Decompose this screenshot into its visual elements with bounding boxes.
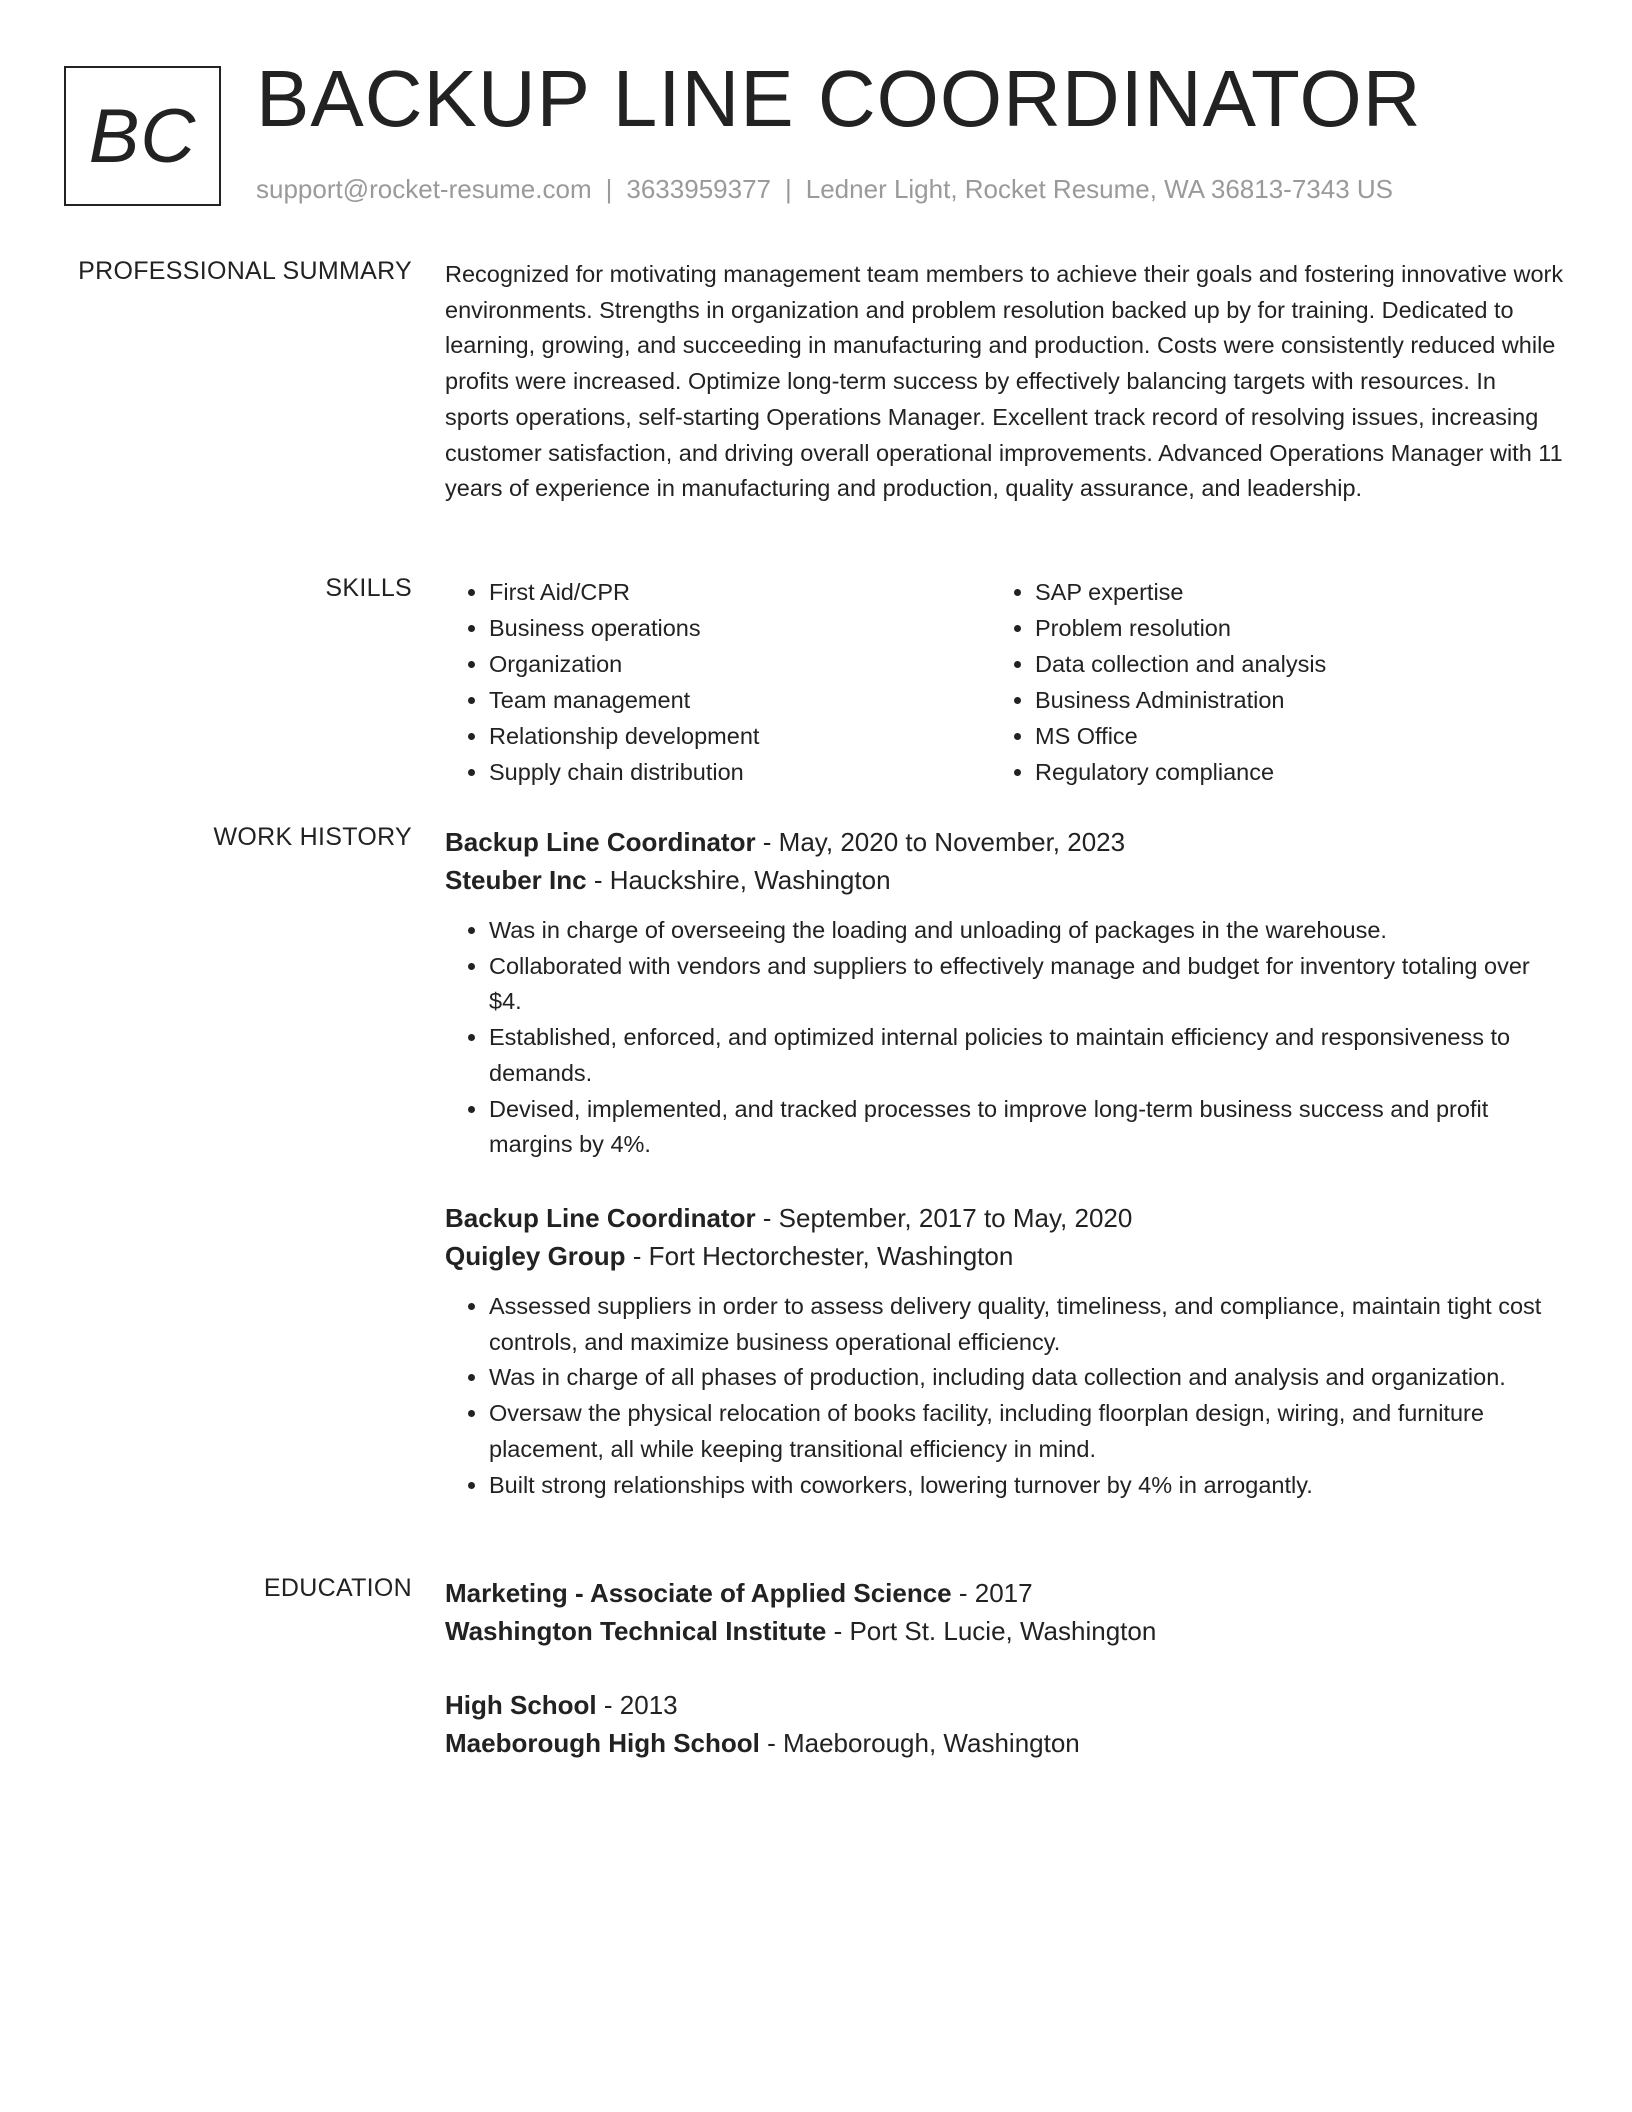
school-location: - Port St. Lucie, Washington [826,1616,1157,1646]
job-dates: - May, 2020 to November, 2023 [755,827,1126,857]
skill-item: • Business operations [489,610,989,646]
skill-item: • First Aid/CPR [489,574,989,610]
job-location: - Hauckshire, Washington [586,865,891,895]
job-location: - Fort Hectorchester, Washington [625,1241,1014,1271]
section-label-summary: PROFESSIONAL SUMMARY [78,257,412,285]
contact-address: Ledner Light, Rocket Resume, WA 36813-7343 US [805,174,1394,204]
job-dates: - September, 2017 to May, 2020 [755,1203,1133,1233]
job-title-line [445,1199,1565,1237]
skill-item: • Problem resolution [1035,610,1535,646]
degree-line [445,1574,1565,1612]
contact-separator: | [605,174,613,204]
job-bullets [445,913,1565,1163]
skill-item: • SAP expertise [1035,574,1535,610]
skills-list [445,574,1565,790]
degree: High School [445,1690,597,1720]
school: Maeborough High School [445,1728,760,1758]
degree-line [445,1686,1565,1724]
skill-item: • Data collection and analysis [1035,646,1535,682]
school: Washington Technical Institute [445,1616,827,1646]
monogram-logo [64,66,221,206]
skill-item: • Supply chain distribution [489,754,989,790]
job-bullet: • Built strong relationships with coworkers, lowering turnover by 4% in arrogantly. [489,1468,1565,1504]
job-company-line [445,861,1565,899]
contact-phone: 3633959377 [626,174,771,204]
job-entry [445,1199,1565,1503]
job-bullet: • Assessed suppliers in order to assess delivery quality, timeliness, and compliance, maintain tight cost controls, and maximize business operational efficiency. [489,1289,1565,1360]
summary-text: Recognized for motivating management team members to achieve their goals and fostering innovative work environments. Strengths in organization and problem resolution backed up by for training. Dedicated to learning, growing, and succeeding in manufacturing and production. Costs were consistently reduced while profits were increased. Optimize long-term success by effectively balancing targets with resources. In sports operations, self-starting Operations Manager. Excellent track record of resolving issues, increasing customer satisfaction, and driving overall operational improvements. Advanced Operations Manager with 11 years of experience in manufacturing and production, quality assurance, and leadership. [445,261,1564,502]
job-bullet: • Devised, implemented, and tracked processes to improve long-term business success and profit margins by 4%. [489,1092,1565,1163]
school-line [445,1612,1565,1650]
education-entry [445,1574,1565,1650]
job-company-line [445,1237,1565,1275]
degree: Marketing - Associate of Applied Science [445,1578,952,1608]
job-bullet: • Collaborated with vendors and suppliers to effectively manage and budget for inventory totaling over $4. [489,949,1565,1020]
page-title: BACKUP LINE COORDINATOR [256,54,1422,143]
job-title: Backup Line Coordinator [445,1203,756,1233]
section-label-education: EDUCATION [263,1574,412,1602]
degree-year: - 2013 [596,1690,678,1720]
job-bullet: • Oversaw the physical relocation of books facility, including floorplan design, wiring, and furniture placement, all while keeping transitional efficiency in mind. [489,1396,1565,1467]
school-location: - Maeborough, Washington [759,1728,1080,1758]
skills-column-1 [445,574,989,790]
job-entry [445,823,1565,1163]
contact-email: support@rocket-resume.com [256,174,592,204]
skill-item: • Regulatory compliance [1035,754,1535,790]
job-bullets [445,1289,1565,1503]
job-bullet: • Was in charge of all phases of production, including data collection and analysis and organization. [489,1360,1565,1396]
job-company: Steuber Inc [445,865,587,895]
school-line [445,1724,1565,1762]
skill-item: • Team management [489,682,989,718]
job-bullet: • Established, enforced, and optimized internal policies to maintain efficiency and responsiveness to demands. [489,1020,1565,1091]
contact-line [256,174,1393,205]
contact-separator: | [785,174,792,204]
job-bullet: • Was in charge of overseeing the loading and unloading of packages in the warehouse. [489,913,1565,949]
job-title-line [445,823,1565,861]
skill-item: • Organization [489,646,989,682]
job-company: Quigley Group [445,1241,626,1271]
monogram-initials: BC [88,93,197,179]
degree-year: - 2017 [951,1578,1033,1608]
job-title: Backup Line Coordinator [445,827,756,857]
section-label-work-history: WORK HISTORY [213,823,412,851]
skills-column-2 [991,574,1535,790]
skill-item: • Business Administration [1035,682,1535,718]
skill-item: • MS Office [1035,718,1535,754]
section-label-skills: SKILLS [325,574,412,602]
education-entry [445,1686,1565,1762]
skill-item: • Relationship development [489,718,989,754]
